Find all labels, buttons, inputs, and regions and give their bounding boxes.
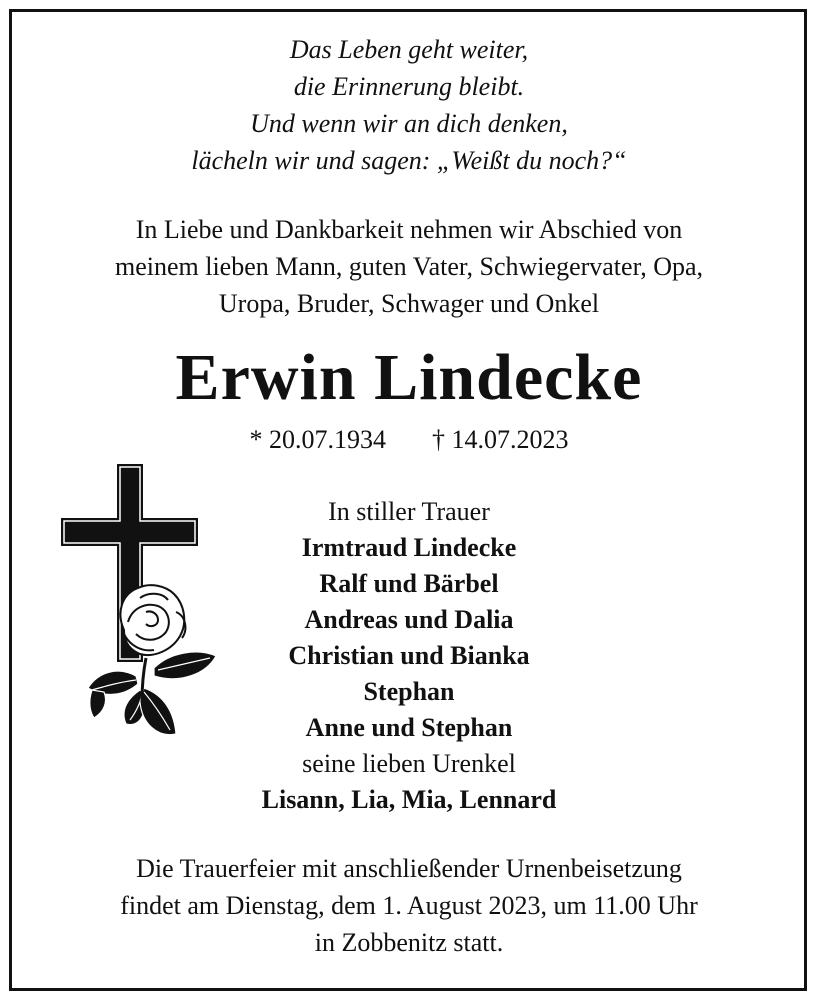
poem-line: Und wenn wir an dich denken,: [250, 109, 568, 138]
poem-line: die Erinnerung bleibt.: [293, 72, 525, 101]
poem-line: lächeln wir und sagen: „Weißt du noch?“: [191, 146, 627, 175]
great-grandchildren-heading: seine lieben Urenkel: [302, 749, 516, 778]
mourner-name: Irmtraud Lindecke: [301, 533, 517, 562]
great-grandchildren-names: Lisann, Lia, Mia, Lennard: [261, 785, 557, 814]
farewell-text: [0, 211, 818, 322]
birth-date: * 20.07.1934: [249, 425, 386, 454]
deceased-name: Erwin Lindecke: [175, 341, 643, 414]
poem: [0, 31, 818, 179]
life-dates: [0, 422, 818, 458]
mourner-name: Stephan: [363, 677, 455, 706]
farewell-line: Uropa, Bruder, Schwager und Onkel: [218, 289, 600, 318]
mourner-name: Christian und Bianka: [288, 641, 530, 670]
mourner-name: Anne und Stephan: [305, 713, 513, 742]
mourners-list: [0, 494, 818, 818]
funeral-info: [0, 850, 818, 961]
funeral-line: findet am Dienstag, dem 1. August 2023, um 11.00 Uhr: [120, 891, 698, 920]
funeral-line: Die Trauerfeier mit anschließender Urnenbeisetzung: [136, 854, 682, 883]
poem-line: Das Leben geht weiter,: [289, 35, 529, 64]
farewell-line: meinem lieben Mann, guten Vater, Schwiegervater, Opa,: [114, 252, 704, 281]
mourner-name: Ralf und Bärbel: [319, 569, 499, 598]
funeral-line: in Zobbenitz statt.: [314, 928, 504, 957]
farewell-line: In Liebe und Dankbarkeit nehmen wir Abschied von: [135, 215, 683, 244]
mourner-name: Andreas und Dalia: [304, 605, 514, 634]
mourning-heading: In stiller Trauer: [328, 497, 490, 526]
death-date: † 14.07.2023: [432, 425, 569, 454]
